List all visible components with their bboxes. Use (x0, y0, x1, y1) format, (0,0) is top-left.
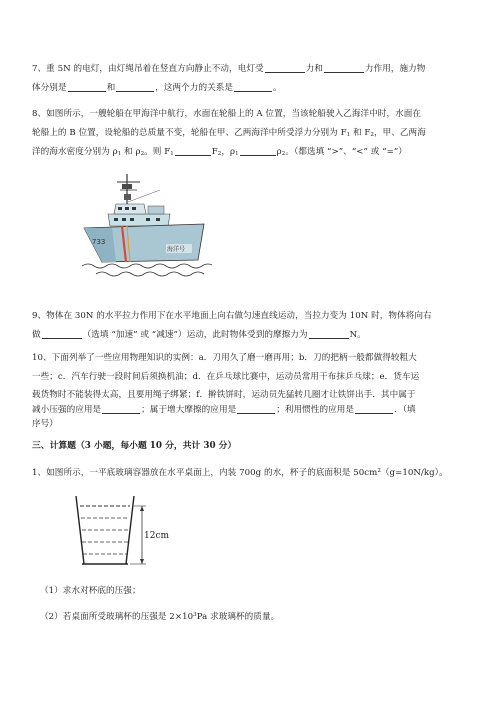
section-title: 三、计算题（3 小题，每小题 10 分，共计 30 分） (32, 441, 237, 451)
q8-text: F (211, 147, 218, 157)
subscript: 2 (217, 151, 222, 157)
q10-line5: 序号） (32, 419, 58, 429)
q7-line1 (32, 62, 425, 74)
calc1-sub1: （1）求水对杯底的压强； (40, 586, 141, 596)
q8-line1: 8、如图所示，一艘轮船在甲海洋中航行，水面在轮船上的 A 位置，当该轮船驶入乙海洋中时，水面在 (32, 109, 422, 119)
answer-blank[interactable] (240, 146, 276, 156)
q7-text: 7、重 5N 的电灯，由灯绳吊着在竖直方向静止不动，电灯受 (32, 64, 264, 74)
superscript: 3 (193, 612, 197, 618)
q7-text: 体分别是 (32, 83, 67, 93)
q9-line2 (32, 328, 366, 340)
calc1-text: （g=10N/kg）。 (380, 468, 448, 478)
q8-line2 (32, 126, 426, 138)
q9-line1: 9、物体在 30N 的水平拉力作用下在水平地面上向右做匀速直线运动，当拉力变为 10N 时，物体将向右 (32, 311, 432, 321)
subscript: 2 (281, 151, 286, 157)
q7-text: 。 (273, 83, 282, 93)
q10-text: ．（填 (394, 405, 416, 415)
answer-blank[interactable] (42, 329, 82, 339)
ship-illustration (82, 162, 212, 282)
subscript: 1 (117, 151, 122, 157)
answer-blank[interactable] (68, 82, 106, 92)
q9-text: （选填 “加速” 或 “减速”）运动，此时物体受到的摩擦力为 (82, 330, 308, 340)
q7-text: 和 (106, 83, 116, 93)
subscript: 1 (170, 151, 174, 157)
q10-text: 减小压强的应用是 (32, 405, 102, 415)
ship-number: 733 (92, 238, 106, 246)
cup-illustration (72, 494, 172, 570)
q10-line2: 一些；c．汽车行驶一段时间后须换机油；d．在乒乓球比赛中，运动员常用干布抹乒乓球；e．货车运 (32, 372, 420, 382)
answer-blank[interactable] (116, 82, 154, 92)
q8-text: ，甲、乙两海 (373, 128, 426, 138)
calc1-sub2 (40, 610, 279, 622)
subscript: 1 (346, 132, 351, 138)
q7-text: 力作用，施力物 (364, 64, 426, 74)
q8-text: 轮船上的 B 位置，设轮船的总质量不变，轮船在甲、乙两海洋中所受浮力分别为 F (32, 128, 347, 138)
q7-line2 (32, 81, 282, 93)
answer-blank[interactable] (175, 146, 211, 156)
answer-blank[interactable] (234, 82, 272, 92)
q10-text: ；利用惯性的应用是 (276, 405, 355, 415)
q10-line4 (32, 403, 416, 415)
q8-text: ，ρ (221, 147, 236, 157)
answer-blank[interactable] (102, 404, 140, 414)
q9-text: N。 (349, 330, 366, 340)
subscript: 2 (140, 151, 145, 157)
q8-text: 和 F (350, 128, 371, 138)
answer-blank[interactable] (355, 404, 393, 414)
calc1-text: 1、如图所示，一平底玻璃容器放在水平桌面上，内装 700g 的水，杯子的底面积是 50cm (32, 468, 378, 478)
answer-blank[interactable] (237, 404, 275, 414)
q8-text: 。（都选填 “>”、“<” 或 “=”） (285, 147, 407, 157)
calc1-line1 (32, 466, 448, 478)
answer-blank[interactable] (324, 63, 364, 73)
subscript: 2 (370, 132, 374, 138)
q8-text: 和 ρ (121, 147, 141, 157)
q7-text: 力和 (305, 64, 323, 74)
q10-line1: 10、下面列举了一些应用物理知识的实例：a．刀用久了磨一磨再用；b．刀的把柄一般都做得较粗大 (32, 353, 417, 363)
q8-line3 (32, 145, 407, 157)
answer-blank[interactable] (309, 329, 349, 339)
ship-name: 海洋号 (167, 246, 186, 253)
q8-text: ρ (276, 147, 282, 157)
calc1-text: Pa 求玻璃杯的质量。 (196, 612, 280, 622)
answer-blank[interactable] (265, 63, 305, 73)
q10-line3: 载货物时不能装得太高，且要用绳子绑紧；f．擀铁饼时，运动员先猛转几圈才让铁饼出手．其中属于 (32, 390, 416, 400)
q8-text: 洋的海水密度分别为 ρ (32, 147, 118, 157)
q8-text: 。则 F (144, 147, 171, 157)
cup-height-label: 12cm (144, 531, 170, 541)
q10-text: ；属于增大摩擦的应用是 (141, 405, 237, 415)
q7-text: ，这两个力的关系是 (155, 83, 234, 93)
superscript: 2 (377, 468, 381, 474)
calc1-text: （2）若桌面所受玻璃杯的压强是 2×10 (40, 612, 194, 622)
q9-text: 做 (32, 330, 41, 340)
subscript: 1 (235, 151, 239, 157)
